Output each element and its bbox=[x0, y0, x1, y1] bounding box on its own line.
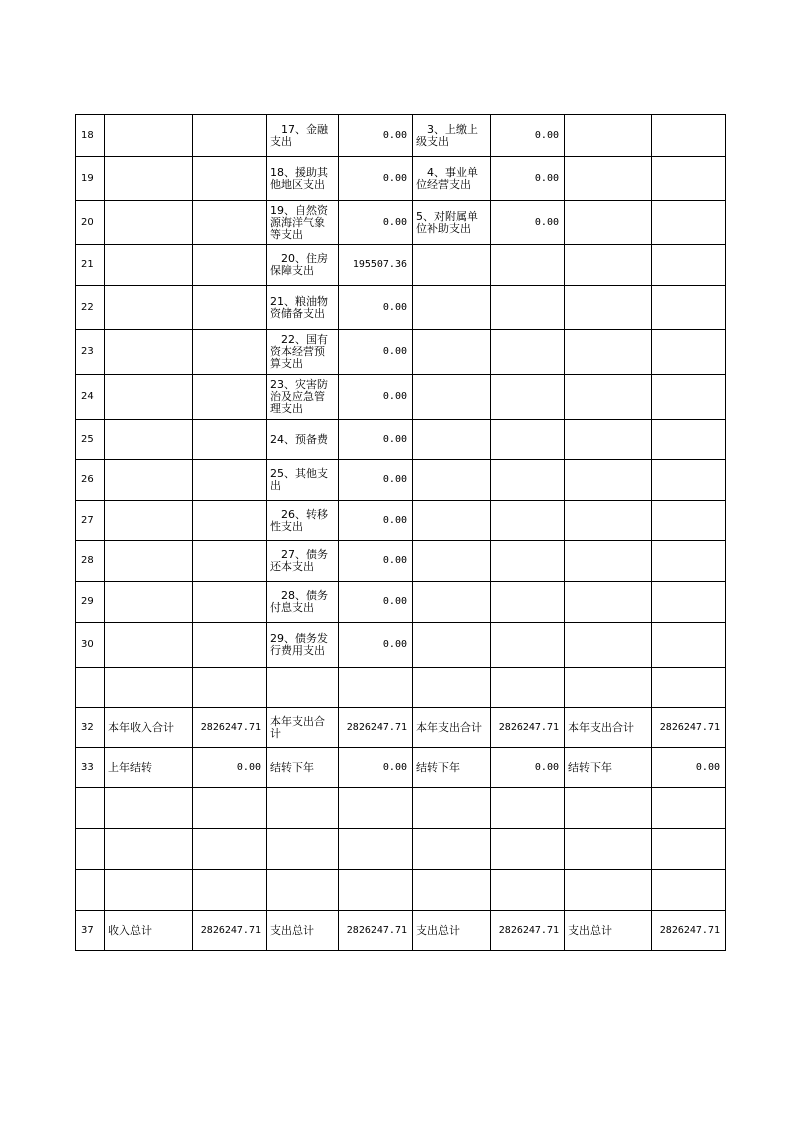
item-cell bbox=[105, 460, 193, 501]
item-cell: 25、其他支出 bbox=[267, 460, 339, 501]
table-row bbox=[76, 668, 726, 708]
amount-cell bbox=[652, 788, 726, 829]
amount-cell bbox=[491, 420, 565, 460]
item-cell bbox=[565, 788, 652, 829]
item-cell bbox=[105, 201, 193, 245]
item-cell bbox=[565, 668, 652, 708]
amount-cell bbox=[193, 460, 267, 501]
amount-cell bbox=[491, 245, 565, 286]
table-row bbox=[76, 911, 726, 951]
row-number-cell: 26 bbox=[76, 460, 105, 501]
table-row bbox=[76, 245, 726, 286]
amount-cell bbox=[193, 286, 267, 330]
amount-cell bbox=[339, 668, 413, 708]
item-cell: 结转下年 bbox=[267, 748, 339, 788]
item-cell: 18、援助其他地区支出 bbox=[267, 157, 339, 201]
item-cell bbox=[413, 829, 491, 870]
row-number-cell: 24 bbox=[76, 375, 105, 420]
item-cell bbox=[565, 501, 652, 541]
amount-cell bbox=[652, 420, 726, 460]
amount-cell: 0.00 bbox=[339, 286, 413, 330]
item-cell bbox=[105, 501, 193, 541]
amount-cell bbox=[652, 623, 726, 668]
amount-cell bbox=[193, 582, 267, 623]
amount-cell: 0.00 bbox=[339, 501, 413, 541]
item-cell bbox=[105, 375, 193, 420]
item-cell bbox=[105, 286, 193, 330]
amount-cell bbox=[491, 460, 565, 501]
amount-cell: 0.00 bbox=[652, 748, 726, 788]
amount-cell: 0.00 bbox=[193, 748, 267, 788]
amount-cell bbox=[652, 541, 726, 582]
item-cell bbox=[105, 115, 193, 157]
item-cell bbox=[105, 330, 193, 375]
amount-cell: 0.00 bbox=[339, 201, 413, 245]
item-cell bbox=[105, 788, 193, 829]
item-cell bbox=[105, 829, 193, 870]
amount-cell: 0.00 bbox=[339, 330, 413, 375]
row-number-cell: 19 bbox=[76, 157, 105, 201]
amount-cell bbox=[491, 541, 565, 582]
amount-cell bbox=[652, 245, 726, 286]
item-cell: 本年支出合计 bbox=[565, 708, 652, 748]
amount-cell: 0.00 bbox=[491, 157, 565, 201]
item-cell: 上年结转 bbox=[105, 748, 193, 788]
item-cell bbox=[413, 330, 491, 375]
item-cell bbox=[565, 870, 652, 911]
amount-cell bbox=[652, 201, 726, 245]
item-cell: 23、灾害防治及应急管理支出 bbox=[267, 375, 339, 420]
item-cell: 5、对附属单位补助支出 bbox=[413, 201, 491, 245]
item-cell bbox=[105, 623, 193, 668]
table-row bbox=[76, 115, 726, 157]
item-cell bbox=[105, 668, 193, 708]
table-row bbox=[76, 330, 726, 375]
item-cell bbox=[565, 829, 652, 870]
item-cell bbox=[267, 829, 339, 870]
item-cell: 结转下年 bbox=[413, 748, 491, 788]
amount-cell: 0.00 bbox=[339, 541, 413, 582]
amount-cell bbox=[652, 330, 726, 375]
amount-cell: 195507.36 bbox=[339, 245, 413, 286]
item-cell bbox=[267, 870, 339, 911]
item-cell bbox=[413, 420, 491, 460]
amount-cell: 0.00 bbox=[339, 157, 413, 201]
item-cell bbox=[565, 541, 652, 582]
table-row bbox=[76, 788, 726, 829]
amount-cell bbox=[652, 157, 726, 201]
item-cell bbox=[413, 788, 491, 829]
row-number-cell: 25 bbox=[76, 420, 105, 460]
item-cell: 22、国有资本经营预算支出 bbox=[267, 330, 339, 375]
amount-cell bbox=[652, 829, 726, 870]
table-row bbox=[76, 375, 726, 420]
amount-cell bbox=[193, 157, 267, 201]
item-cell: 支出总计 bbox=[413, 911, 491, 951]
item-cell: 28、债务付息支出 bbox=[267, 582, 339, 623]
row-number-cell: 18 bbox=[76, 115, 105, 157]
amount-cell bbox=[193, 788, 267, 829]
item-cell: 支出总计 bbox=[565, 911, 652, 951]
item-cell: 24、预备费 bbox=[267, 420, 339, 460]
amount-cell bbox=[652, 582, 726, 623]
table-row bbox=[76, 201, 726, 245]
table-row bbox=[76, 748, 726, 788]
amount-cell bbox=[652, 286, 726, 330]
row-number-cell: 20 bbox=[76, 201, 105, 245]
item-cell bbox=[565, 330, 652, 375]
amount-cell bbox=[652, 375, 726, 420]
item-cell bbox=[267, 668, 339, 708]
amount-cell bbox=[491, 330, 565, 375]
item-cell bbox=[565, 582, 652, 623]
amount-cell bbox=[652, 668, 726, 708]
item-cell: 21、粮油物资储备支出 bbox=[267, 286, 339, 330]
row-number-cell: 30 bbox=[76, 623, 105, 668]
item-cell bbox=[105, 157, 193, 201]
item-cell bbox=[565, 460, 652, 501]
item-cell bbox=[267, 788, 339, 829]
amount-cell bbox=[339, 870, 413, 911]
item-cell: 结转下年 bbox=[565, 748, 652, 788]
amount-cell bbox=[652, 501, 726, 541]
item-cell bbox=[105, 420, 193, 460]
item-cell: 26、转移性支出 bbox=[267, 501, 339, 541]
amount-cell bbox=[652, 460, 726, 501]
amount-cell bbox=[339, 788, 413, 829]
amount-cell bbox=[193, 375, 267, 420]
item-cell: 本年支出合计 bbox=[413, 708, 491, 748]
item-cell: 3、上缴上级支出 bbox=[413, 115, 491, 157]
amount-cell: 0.00 bbox=[339, 748, 413, 788]
amount-cell bbox=[491, 870, 565, 911]
row-number-cell: 29 bbox=[76, 582, 105, 623]
amount-cell: 2826247.71 bbox=[193, 911, 267, 951]
amount-cell bbox=[193, 201, 267, 245]
item-cell: 本年收入合计 bbox=[105, 708, 193, 748]
amount-cell bbox=[193, 829, 267, 870]
amount-cell: 2826247.71 bbox=[193, 708, 267, 748]
amount-cell bbox=[193, 870, 267, 911]
amount-cell bbox=[491, 582, 565, 623]
item-cell: 支出总计 bbox=[267, 911, 339, 951]
item-cell bbox=[105, 541, 193, 582]
item-cell: 29、债务发行费用支出 bbox=[267, 623, 339, 668]
amount-cell bbox=[193, 420, 267, 460]
item-cell bbox=[413, 582, 491, 623]
amount-cell bbox=[491, 829, 565, 870]
amount-cell bbox=[193, 501, 267, 541]
amount-cell bbox=[193, 245, 267, 286]
item-cell bbox=[413, 460, 491, 501]
amount-cell: 0.00 bbox=[339, 623, 413, 668]
item-cell: 17、金融支出 bbox=[267, 115, 339, 157]
item-cell bbox=[413, 286, 491, 330]
item-cell bbox=[413, 541, 491, 582]
amount-cell bbox=[193, 115, 267, 157]
amount-cell: 0.00 bbox=[339, 115, 413, 157]
table-row bbox=[76, 420, 726, 460]
item-cell bbox=[565, 201, 652, 245]
row-number-cell bbox=[76, 668, 105, 708]
amount-cell: 0.00 bbox=[491, 201, 565, 245]
item-cell bbox=[413, 375, 491, 420]
item-cell: 4、事业单位经营支出 bbox=[413, 157, 491, 201]
item-cell: 收入总计 bbox=[105, 911, 193, 951]
row-number-cell: 27 bbox=[76, 501, 105, 541]
amount-cell bbox=[652, 115, 726, 157]
row-number-cell bbox=[76, 829, 105, 870]
row-number-cell: 22 bbox=[76, 286, 105, 330]
table-row bbox=[76, 582, 726, 623]
item-cell: 19、自然资源海洋气象等支出 bbox=[267, 201, 339, 245]
amount-cell: 2826247.71 bbox=[491, 911, 565, 951]
row-number-cell: 21 bbox=[76, 245, 105, 286]
amount-cell: 0.00 bbox=[491, 748, 565, 788]
amount-cell bbox=[491, 623, 565, 668]
table-row bbox=[76, 623, 726, 668]
item-cell bbox=[413, 245, 491, 286]
amount-cell bbox=[491, 668, 565, 708]
row-number-cell: 33 bbox=[76, 748, 105, 788]
table-row bbox=[76, 541, 726, 582]
item-cell bbox=[105, 245, 193, 286]
amount-cell bbox=[193, 330, 267, 375]
item-cell bbox=[565, 115, 652, 157]
item-cell bbox=[565, 420, 652, 460]
amount-cell bbox=[339, 829, 413, 870]
amount-cell: 0.00 bbox=[339, 375, 413, 420]
item-cell bbox=[105, 582, 193, 623]
item-cell bbox=[413, 870, 491, 911]
amount-cell: 2826247.71 bbox=[491, 708, 565, 748]
item-cell bbox=[413, 668, 491, 708]
amount-cell bbox=[491, 501, 565, 541]
amount-cell bbox=[193, 668, 267, 708]
budget-table bbox=[75, 114, 726, 951]
amount-cell bbox=[491, 286, 565, 330]
table-row bbox=[76, 286, 726, 330]
amount-cell: 2826247.71 bbox=[339, 911, 413, 951]
item-cell bbox=[413, 501, 491, 541]
item-cell bbox=[565, 286, 652, 330]
row-number-cell: 23 bbox=[76, 330, 105, 375]
amount-cell: 0.00 bbox=[491, 115, 565, 157]
amount-cell bbox=[652, 870, 726, 911]
row-number-cell bbox=[76, 788, 105, 829]
item-cell: 27、债务还本支出 bbox=[267, 541, 339, 582]
table-row bbox=[76, 157, 726, 201]
amount-cell: 2826247.71 bbox=[339, 708, 413, 748]
amount-cell: 0.00 bbox=[339, 460, 413, 501]
table-row bbox=[76, 501, 726, 541]
item-cell bbox=[565, 375, 652, 420]
row-number-cell: 32 bbox=[76, 708, 105, 748]
item-cell bbox=[413, 623, 491, 668]
item-cell bbox=[565, 245, 652, 286]
table-row bbox=[76, 460, 726, 501]
amount-cell bbox=[491, 375, 565, 420]
item-cell: 20、住房保障支出 bbox=[267, 245, 339, 286]
item-cell bbox=[565, 623, 652, 668]
amount-cell: 0.00 bbox=[339, 582, 413, 623]
amount-cell bbox=[193, 623, 267, 668]
amount-cell bbox=[193, 541, 267, 582]
table-row bbox=[76, 708, 726, 748]
row-number-cell: 28 bbox=[76, 541, 105, 582]
amount-cell: 2826247.71 bbox=[652, 708, 726, 748]
row-number-cell bbox=[76, 870, 105, 911]
table-row bbox=[76, 829, 726, 870]
amount-cell: 2826247.71 bbox=[652, 911, 726, 951]
amount-cell bbox=[491, 788, 565, 829]
item-cell bbox=[105, 870, 193, 911]
item-cell: 本年支出合计 bbox=[267, 708, 339, 748]
amount-cell: 0.00 bbox=[339, 420, 413, 460]
item-cell bbox=[565, 157, 652, 201]
row-number-cell: 37 bbox=[76, 911, 105, 951]
table-row bbox=[76, 870, 726, 911]
